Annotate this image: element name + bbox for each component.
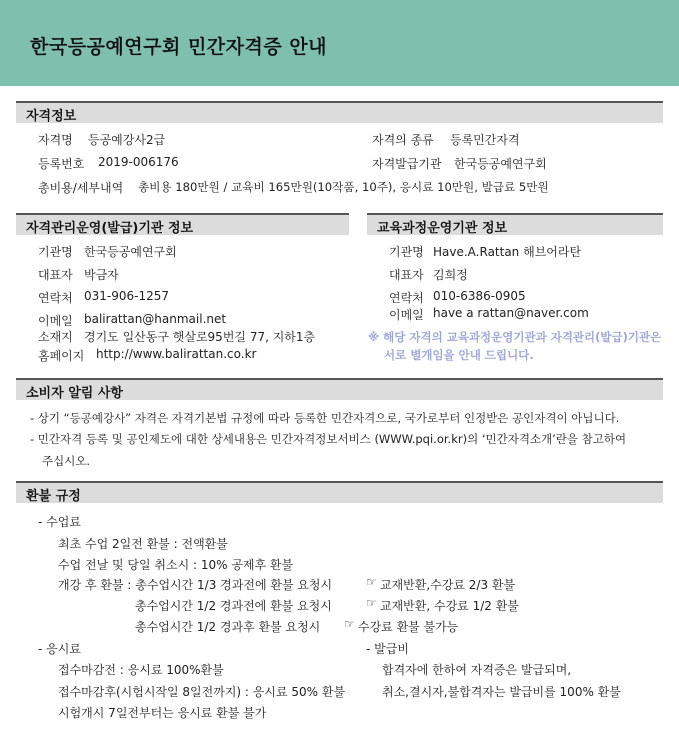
refund-tuition-2: 수업 전날 및 당일 취소시 : 10% 공제후 환불 <box>58 558 294 572</box>
qual-issuer-value: 한국등공예연구회 <box>454 157 547 171</box>
edu-tel-label: 연락처 <box>389 291 424 305</box>
section-title: 소비자 알림 사항 <box>26 386 123 401</box>
refund-tuition-5: 총수업시간 1/2 경과후 환불 요청시 <box>135 620 321 634</box>
edu-notice-line1: ※ 해당 자격의 교육과정운영기관과 자격관리(발급)기관은 <box>368 330 662 344</box>
edu-org-label: 기관명 <box>389 245 424 259</box>
section-title: 자격정보 <box>26 109 77 124</box>
refund-exam-3: 시험개시 7일전부터는 응시료 환불 불가 <box>58 706 267 720</box>
refund-exam-2: 접수마감후(시험시작일 8일전까지) : 응시료 50% 환불 <box>58 685 346 699</box>
consumer-notice-1: - 상기 “등공예강사” 자격은 자격기본법 규정에 따라 등록한 민간자격으로, 국가로부터 인정받은 공인자격이 아닙니다. <box>30 411 620 425</box>
refund-tuition-5-result: 수강료 환불 불가능 <box>358 620 459 634</box>
qual-name-label: 자격명 <box>38 133 73 147</box>
mgmt-rep-label: 대표자 <box>38 268 73 282</box>
section-qualification-header <box>16 101 663 123</box>
mgmt-org-value: 한국등공예연구회 <box>84 245 177 259</box>
section-title: 환불 규정 <box>26 489 81 504</box>
refund-exam-1: 접수마감전 : 응시료 100%환불 <box>58 663 224 677</box>
refund-issue-1: 합격자에 한하여 자격증은 발급되며, <box>382 663 572 677</box>
pointing-hand-icon: ☞ <box>344 617 355 631</box>
qual-fee-value: 총비용 180만원 / 교육비 165만원(10작품, 10주), 응시료 10만원, 발급료 5만원 <box>138 180 549 194</box>
consumer-notice-2: - 민간자격 등록 및 공인제도에 대한 상세내용은 민간자격정보서비스 (WWW.pqi.or.kr)의 ‘민간자격소개’란을 참고하여 <box>30 432 627 446</box>
edu-email-label: 이메일 <box>389 308 424 322</box>
edu-rep-value: 김희정 <box>433 268 468 282</box>
section-title: 교육과정운영기관 정보 <box>377 221 508 236</box>
qual-type-value: 등록민간자격 <box>450 133 520 147</box>
section-management-header <box>16 213 349 235</box>
refund-issue-2: 취소,결시자,불합격자는 발급비를 100% 환불 <box>382 685 621 699</box>
refund-exam-label: - 응시료 <box>38 642 81 656</box>
mgmt-web-label: 홈페이지 <box>38 349 85 363</box>
mgmt-web-value: http://www.balirattan.co.kr <box>96 347 257 361</box>
refund-tuition-4-result: 교재반환, 수강료 1/2 환불 <box>380 599 519 613</box>
refund-tuition-3-result: 교재반환,수강료 2/3 환불 <box>380 578 516 592</box>
page-title: 한국등공예연구회 민간자격증 안내 <box>30 36 328 58</box>
edu-rep-label: 대표자 <box>389 268 424 282</box>
refund-tuition-3: 개강 후 환불 : 총수업시간 1/3 경과전에 환불 요청시 <box>58 578 333 592</box>
pointing-hand-icon: ☞ <box>366 575 377 589</box>
section-title: 자격관리운영(발급)기관 정보 <box>26 221 194 236</box>
qual-regno-label: 등록번호 <box>38 157 85 171</box>
mgmt-addr-label: 소재지 <box>38 330 73 344</box>
mgmt-addr-value: 경기도 일산동구 햇살로95번길 77, 지하1층 <box>84 330 316 344</box>
refund-tuition-4: 총수업시간 1/2 경과전에 환불 요청시 <box>135 599 332 613</box>
qual-type-label: 자격의 종류 <box>372 133 434 147</box>
consumer-notice-2-cont: 주십시오. <box>42 454 91 468</box>
edu-notice-line2: 서로 별개임을 안내 드립니다. <box>384 348 534 362</box>
section-consumer-header <box>16 378 663 400</box>
qual-fee-label: 총비용/세부내역 <box>38 181 124 195</box>
edu-org-value: Have.A.Rattan 해브어라탄 <box>433 245 582 259</box>
mgmt-tel-label: 연락처 <box>38 291 73 305</box>
mgmt-rep-value: 박금자 <box>84 268 119 282</box>
edu-email-value: have a rattan@naver.com <box>433 306 589 320</box>
mgmt-email-label: 이메일 <box>38 314 73 328</box>
header-banner <box>0 0 679 86</box>
section-refund-header <box>16 481 663 503</box>
qual-regno-value: 2019-006176 <box>98 155 179 169</box>
pointing-hand-icon: ☞ <box>366 596 377 610</box>
edu-tel-value: 010-6386-0905 <box>433 289 526 303</box>
qual-name-value: 등공예강사2급 <box>88 133 166 147</box>
qual-issuer-label: 자격발급기관 <box>372 157 442 171</box>
refund-issue-label: - 발급비 <box>366 642 409 656</box>
mgmt-email-value: balirattan@hanmail.net <box>84 312 227 326</box>
mgmt-org-label: 기관명 <box>38 245 73 259</box>
mgmt-tel-value: 031-906-1257 <box>84 289 170 303</box>
section-education-header <box>367 213 663 235</box>
refund-tuition-label: - 수업료 <box>38 515 81 529</box>
refund-tuition-1: 최초 수업 2일전 환불 : 전액환불 <box>58 537 228 551</box>
